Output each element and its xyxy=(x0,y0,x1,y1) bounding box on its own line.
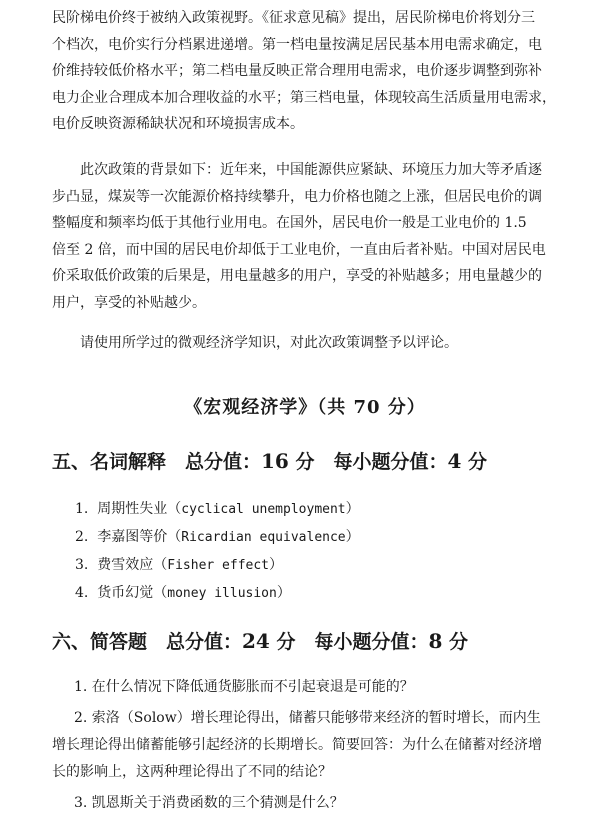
heading-prefix: 五、名词解释 总分值： xyxy=(52,451,262,473)
heading-mid: 分 每小题分值： xyxy=(288,451,448,473)
short-answer-question-3 xyxy=(52,790,562,817)
term-close: ） xyxy=(269,557,284,573)
term-item xyxy=(75,582,291,602)
text-line: 步凸显，煤炭等一次能源价格持续攀升，电力价格也随之上涨，但居民电价的调 xyxy=(52,188,542,205)
text-line: 倍至 2 倍，而中国的居民电价却低于工业电价，一直由后者补贴。中国对居民电 xyxy=(52,241,546,258)
term-item xyxy=(75,554,283,574)
text-line: 2. 索洛（Solow）增长理论得出，储蓄只能够带来经济的暂时增长，而内生 xyxy=(74,710,541,726)
text-line: 民阶梯电价终于被纳入政策视野。《征求意见稿》提出，居民阶梯电价将划分三 xyxy=(52,10,535,26)
heading-suffix: 分 xyxy=(442,631,469,653)
short-answer-question-1 xyxy=(52,674,562,701)
text-line: 整幅度和频率均低于其他行业用电。在国外，居民电价一般是工业电价的 1.5 xyxy=(52,215,527,231)
item-number: 1. xyxy=(75,501,89,517)
heading-suffix: 分 xyxy=(461,451,488,473)
term-chinese: 费雪效应（ xyxy=(97,557,168,573)
section5-heading xyxy=(52,447,487,474)
term-item xyxy=(75,498,360,518)
text-line: 1. 在什么情况下降低通货膨胀而不引起衰退是可能的？ xyxy=(74,679,414,695)
text-line: 个档次，电价实行分档累进递增。第一档电量按满足居民基本用电需求确定，电 xyxy=(52,36,542,53)
text-line: 电力企业合理成本加合理收益的水平；第三档电量，体现较高生活质量用电需求， xyxy=(52,89,556,106)
item-number: 3. xyxy=(75,557,89,573)
term-close: ） xyxy=(345,529,360,545)
term-english: cyclical unemployment xyxy=(181,502,346,517)
heading-prefix: 六、简答题 总分值： xyxy=(52,631,243,653)
term-english: money illusion xyxy=(167,586,277,601)
text-line: 长的影响上，这两种理论得出了不同的结论？ xyxy=(52,764,332,780)
policy-background-paragraph xyxy=(52,157,552,316)
term-close: ） xyxy=(345,501,360,517)
text-line: 3. 凯恩斯关于消费函数的三个猜测是什么？ xyxy=(74,795,344,811)
section6-heading xyxy=(52,627,468,654)
term-chinese: 李嘉图等价（ xyxy=(97,529,182,545)
item-number: 2. xyxy=(75,529,89,545)
term-english: Fisher effect xyxy=(167,558,270,573)
text-line: 电价反映资源稀缺状况和环境损害成本。 xyxy=(52,116,304,132)
term-english: Ricardian equivalence xyxy=(181,530,346,545)
term-close: ） xyxy=(276,585,291,601)
text-line: 用户，享受的补贴越少。 xyxy=(52,294,206,311)
text-line: 价采取低价政策的后果是，用电量越多的用户，享受的补贴越多；用电量越少的 xyxy=(52,268,542,284)
item-number: 4. xyxy=(75,585,89,601)
term-item xyxy=(75,526,360,546)
each-score: 8 xyxy=(428,629,443,653)
total-score: 24 xyxy=(242,629,270,653)
macro-section-title: 《宏观经济学》（共 70 分） xyxy=(184,397,426,418)
total-score: 16 xyxy=(261,449,289,473)
term-chinese: 周期性失业（ xyxy=(97,501,182,517)
each-score: 4 xyxy=(447,449,462,473)
heading-mid: 分 每小题分值： xyxy=(269,631,429,653)
text-line: 价维持较低价格水平；第二档电量反映正常合理用电需求，电价逐步调整到弥补 xyxy=(52,63,542,79)
text-line: 此次政策的背景如下：近年来，中国能源供应紧缺、环境压力加大等矛盾逐 xyxy=(80,162,542,178)
term-chinese: 货币幻觉（ xyxy=(97,585,168,601)
text-line: 增长理论得出储蓄能够引起经济的长期增长。简要回答：为什么在储蓄对经济增 xyxy=(52,737,542,753)
policy-paragraph-1 xyxy=(52,5,556,138)
short-answer-question-2 xyxy=(52,705,562,786)
text-line: 请使用所学过的微观经济学知识，对此次政策调整予以评论。 xyxy=(80,335,458,351)
question-prompt xyxy=(52,330,552,357)
